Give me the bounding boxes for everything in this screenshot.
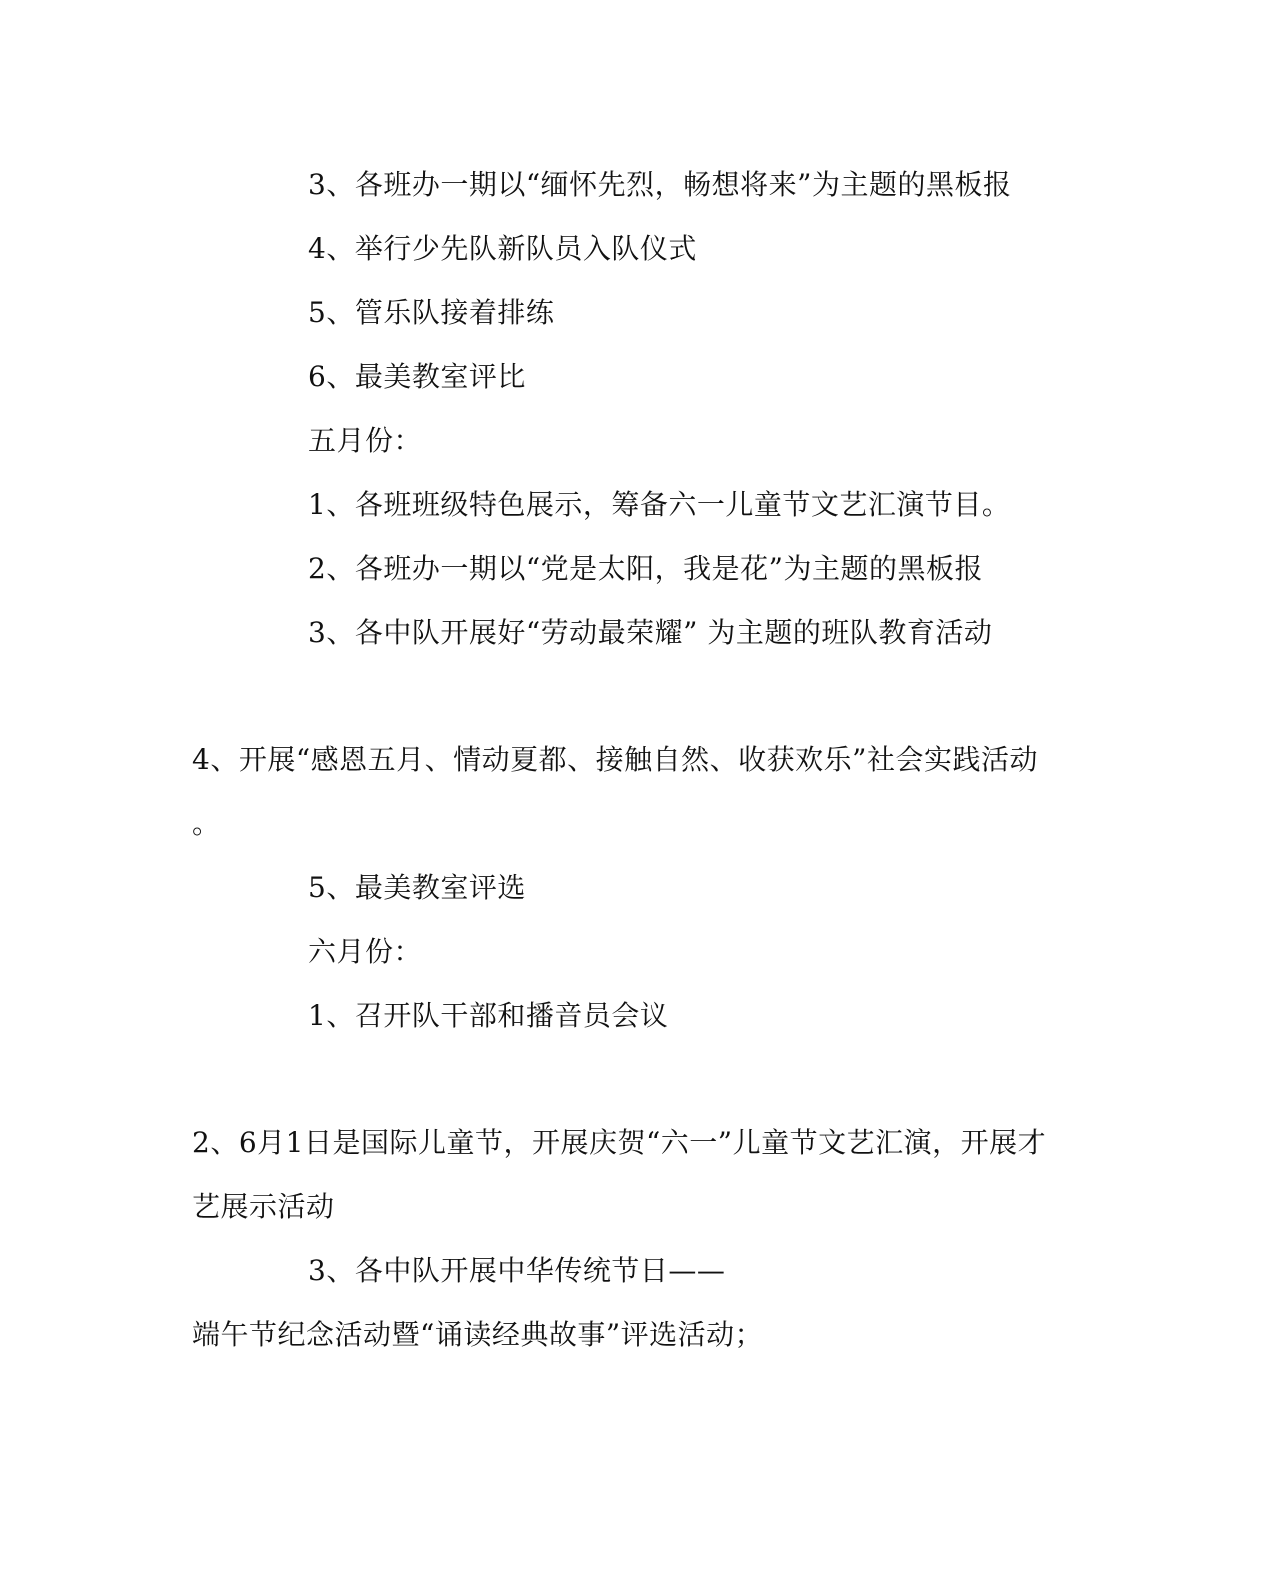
line-may-1: 1、各班班级特色展示，筹备六一儿童节文艺汇演节目。 — [308, 488, 1011, 521]
line-may-3: 3、各中队开展好“劳动最荣耀” 为主题的班队教育活动 — [308, 616, 993, 649]
line-april-4: 4、举行少先队新队员入队仪式 — [308, 232, 697, 265]
line-june-1: 1、召开队干部和播音员会议 — [308, 999, 669, 1032]
line-april-3: 3、各班办一期以“缅怀先烈，畅想将来”为主题的黑板报 — [308, 168, 1012, 201]
line-may-2: 2、各班办一期以“党是太阳，我是花”为主题的黑板报 — [308, 552, 983, 585]
heading-may: 五月份： — [308, 424, 423, 457]
line-may-4: 4、开展“感恩五月、情动夏都、接触自然、收获欢乐”社会实践活动 — [192, 743, 1038, 776]
heading-june: 六月份： — [308, 935, 423, 968]
line-june-2-cont: 艺展示活动 — [192, 1190, 335, 1223]
line-may-4-end: 。 — [192, 807, 221, 840]
line-april-5: 5、管乐队接着排练 — [308, 296, 555, 329]
line-june-2: 2、6月1日是国际儿童节，开展庆贺“六一”儿童节文艺汇演，开展才 — [192, 1126, 1047, 1159]
line-june-3: 3、各中队开展中华传统节日—— — [308, 1254, 726, 1287]
line-june-3-cont: 端午节纪念活动暨“诵读经典故事”评选活动； — [192, 1318, 764, 1351]
line-april-6: 6、最美教室评比 — [308, 360, 526, 393]
line-may-5: 5、最美教室评选 — [308, 871, 526, 904]
